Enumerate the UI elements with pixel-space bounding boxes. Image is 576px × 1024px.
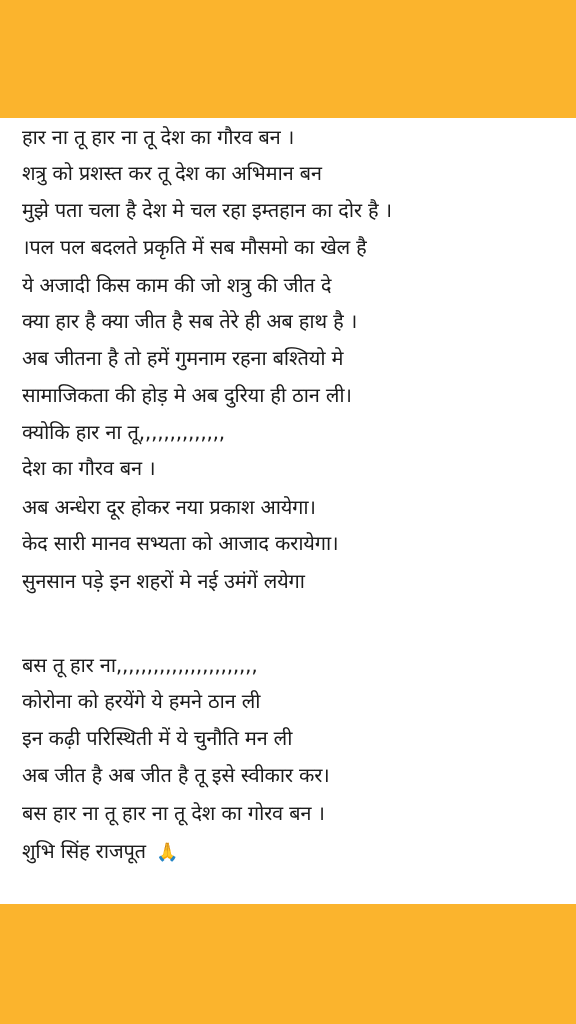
poem-line: सामाजिकता की होड़ मे अब दुरिया ही ठान ली।	[22, 383, 352, 407]
signature-name: शुभि सिंह राजपूत	[22, 839, 146, 863]
folded-hands-icon: 🙏	[156, 842, 179, 863]
poem-line: बस तू हार ना,,,,,,,,,,,,,,,,,,,,,,,	[22, 653, 258, 677]
top-color-band	[0, 0, 576, 118]
poem-line: ये अजादी किस काम की जो शत्रु की जीत दे	[22, 273, 332, 297]
poem-line: बस हार ना तू हार ना तू देश का गोरव बन ।	[22, 801, 325, 825]
poem-line: ।पल पल बदलते प्रकृति में सब मौसमो का खेल है	[22, 235, 367, 259]
poem-text-block	[22, 118, 570, 904]
poem-line: केद सारी मानव सभ्यता को आजाद करायेगा।	[22, 531, 339, 555]
poem-line: सुनसान पड़े इन शहरों मे नई उमंगें लयेगा	[22, 569, 305, 593]
poem-line: अब अन्धेरा दूर होकर नया प्रकाश आयेगा।	[22, 495, 316, 519]
bottom-color-band	[0, 904, 576, 1024]
poem-line: अब जीतना है तो हमें गुमनाम रहना बश्तियो मे	[22, 346, 344, 370]
poem-line: क्या हार है क्या जीत है सब तेरे ही अब हाथ है ।	[22, 309, 358, 333]
poem-line: कोरोना को हरयेंगे ये हमने ठान ली	[22, 689, 261, 713]
poem-signature-line	[22, 834, 178, 870]
poem-line: शत्रु को प्रशस्त कर तू देश का अभिमान बन	[22, 161, 322, 185]
poem-line: इन कढ़ी परिस्थिती में ये चुनौति मन ली	[22, 726, 293, 750]
poem-line: हार ना तू हार ना तू देश का गौरव बन ।	[22, 125, 295, 149]
poem-line: क्योकि हार ना तू,,,,,,,,,,,,,,	[22, 420, 225, 444]
poem-line: मुझे पता चला है देश मे चल रहा इम्तहान का दोर है ।	[22, 198, 392, 222]
poem-line: अब जीत है अब जीत है तू इसे स्वीकार कर।	[22, 763, 330, 787]
poem-line: देश का गौरव बन ।	[22, 456, 156, 480]
